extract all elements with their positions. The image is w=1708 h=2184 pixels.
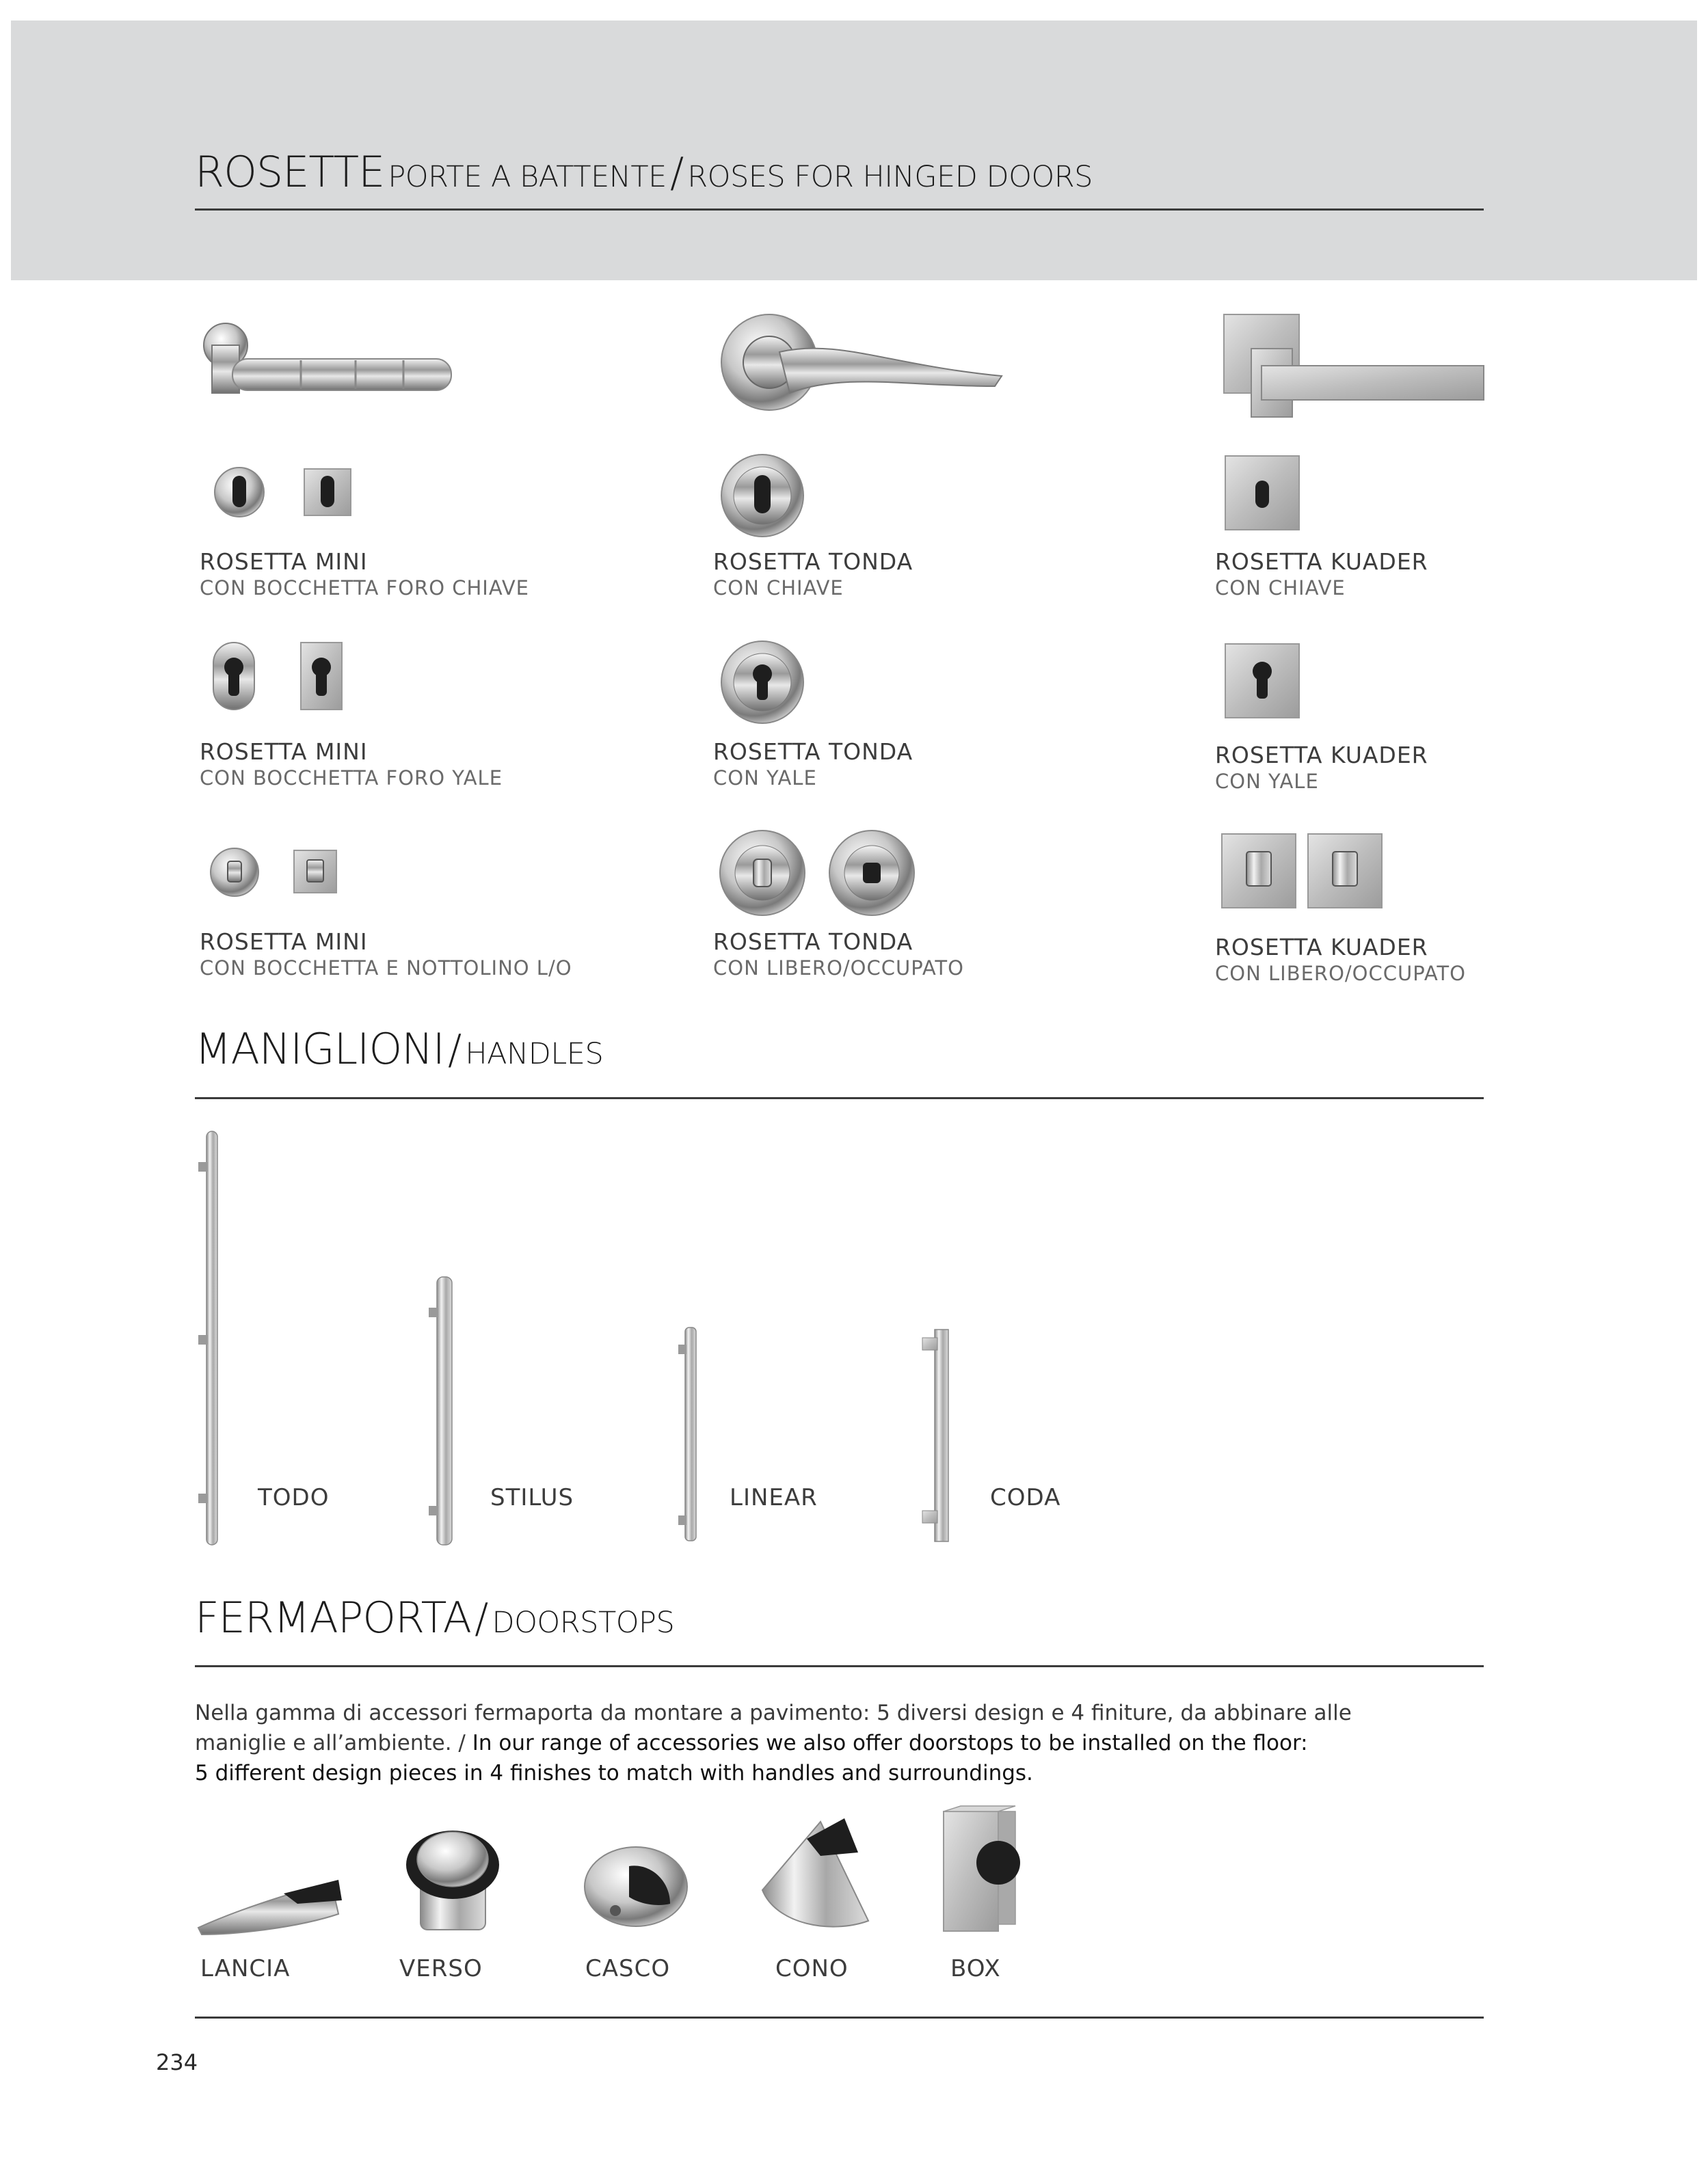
- rosetta-label-7-name: ROSETTA MINI: [200, 928, 368, 955]
- maniglioni-title-main: MANIGLIONI: [195, 1024, 444, 1074]
- rosetta-label-9-desc: CON LIBERO/OCCUPATO: [1215, 962, 1466, 985]
- fermaporta-heading-rule: [195, 1665, 1484, 1667]
- rosetta-label-2-name: ROSETTA TONDA: [713, 548, 913, 575]
- handle-label-coda: CODA: [990, 1484, 1061, 1511]
- rosette-title-slash: /: [669, 149, 684, 197]
- rosetta-tonda-key-image: [718, 455, 807, 540]
- rosetta-label-1-name: ROSETTA MINI: [200, 548, 368, 575]
- footer-rule: [195, 2017, 1484, 2019]
- rosetta-label-5-desc: CON YALE: [713, 766, 817, 790]
- stilus-handle-image: [427, 1277, 462, 1547]
- fermaporta-title-slash: /: [475, 1595, 489, 1643]
- cono-doorstop-image: [756, 1815, 875, 1934]
- maniglioni-title-en: HANDLES: [465, 1037, 604, 1071]
- description-line-2-it: maniglie e all’ambiente. /: [195, 1731, 472, 1755]
- handle-kuader-image: [1220, 314, 1487, 417]
- rosetta-kuader-yale-image: [1224, 643, 1303, 721]
- rosetta-label-6-desc: CON YALE: [1215, 770, 1319, 793]
- lancia-doorstop-image: [195, 1863, 345, 1938]
- casco-doorstop-image: [581, 1839, 691, 1928]
- linear-handle-image: [677, 1327, 704, 1543]
- maniglioni-heading-rule: [195, 1097, 1484, 1099]
- maniglioni-title-slash: /: [448, 1026, 462, 1074]
- handle-label-linear: LINEAR: [730, 1484, 818, 1511]
- rosetta-label-8-desc: CON LIBERO/OCCUPATO: [713, 956, 964, 980]
- maniglioni-heading: [195, 1024, 603, 1074]
- doorstop-label-cono: CONO: [775, 1955, 849, 1982]
- rosetta-label-8-name: ROSETTA TONDA: [713, 928, 913, 955]
- handle-mini-image: [198, 318, 458, 407]
- fermaporta-title-main: FERMAPORTA: [195, 1593, 472, 1643]
- description-line-2: [195, 1728, 1352, 1758]
- rosette-heading: [195, 147, 1093, 197]
- rosetta-label-4-desc: CON BOCCHETTA FORO YALE: [200, 766, 503, 790]
- handle-tonda-image: [715, 311, 1002, 414]
- rosetta-tonda-lo-image: [718, 828, 923, 917]
- rosetta-label-4-name: ROSETTA MINI: [200, 738, 368, 765]
- rosetta-label-2-desc: CON CHIAVE: [713, 576, 844, 599]
- doorstop-label-verso: VERSO: [399, 1955, 483, 1982]
- doorstop-label-casco: CASCO: [585, 1955, 671, 1982]
- rosetta-label-5-name: ROSETTA TONDA: [713, 738, 913, 765]
- fermaporta-description: [195, 1698, 1352, 1788]
- doorstop-label-lancia: LANCIA: [200, 1955, 291, 1982]
- rosetta-label-3-desc: CON CHIAVE: [1215, 576, 1346, 599]
- fermaporta-title-en: DOORSTOPS: [492, 1606, 675, 1640]
- rosetta-label-3-name: ROSETTA KUADER: [1215, 548, 1428, 575]
- rosetta-kuader-key-image: [1224, 455, 1303, 533]
- page-number: 234: [156, 2049, 198, 2075]
- rosetta-tonda-yale-image: [718, 641, 807, 727]
- rosetta-label-9-name: ROSETTA KUADER: [1215, 934, 1428, 960]
- rosetta-label-1-desc: CON BOCCHETTA FORO CHIAVE: [200, 576, 530, 599]
- rosette-heading-rule: [195, 208, 1484, 211]
- coda-handle-image: [920, 1330, 957, 1545]
- rosetta-label-6-name: ROSETTA KUADER: [1215, 742, 1428, 768]
- rosetta-mini-lo-image: [209, 846, 345, 901]
- rosetta-mini-key-image: [212, 465, 356, 520]
- doorstop-label-box: BOX: [950, 1955, 1001, 1982]
- rosetta-kuader-lo-image: [1220, 833, 1385, 911]
- rosetta-mini-yale-image: [212, 641, 349, 713]
- todo-handle-image: [197, 1131, 231, 1548]
- rosette-title-en: ROSES FOR HINGED DOORS: [687, 160, 1093, 194]
- rosette-title-main: ROSETTE: [195, 147, 385, 197]
- handle-label-stilus: STILUS: [490, 1484, 574, 1511]
- fermaporta-heading: [195, 1593, 674, 1643]
- verso-doorstop-image: [403, 1824, 503, 1933]
- description-line-1: Nella gamma di accessori fermaporta da montare a pavimento: 5 diversi design e 4 finiture, da abbinare alle: [195, 1701, 1352, 1725]
- box-doorstop-image: [940, 1805, 1022, 1934]
- handle-label-todo: TODO: [258, 1484, 330, 1511]
- description-line-2-en: In our range of accessories we also offer doorstops to be installed on the floor:: [472, 1731, 1308, 1755]
- description-line-3: 5 different design pieces in 4 finishes to match with handles and surroundings.: [195, 1761, 1033, 1785]
- rosette-title-it: PORTE A BATTENTE: [388, 160, 667, 194]
- rosetta-label-7-desc: CON BOCCHETTA E NOTTOLINO L/O: [200, 956, 572, 980]
